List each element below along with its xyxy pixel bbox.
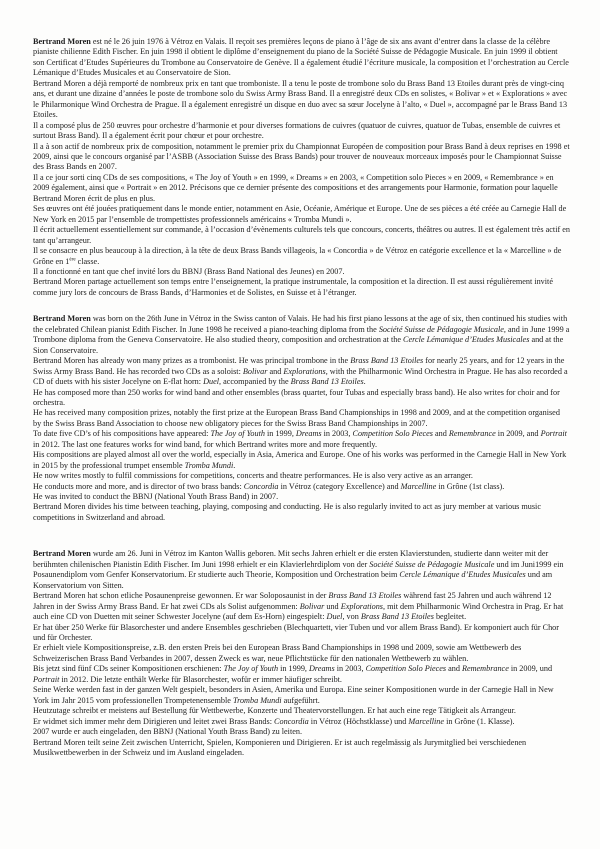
text-run: in 2012. The last one features works for wind band, for which Bertrand writes more and more frequently. [33,439,378,449]
text-run: aufgeführt. [281,695,320,705]
text-run: His compositions are played almost all over the world, especially in Asia, America and Europe. One of his works was performed in the Carnegie Hall in New York in 2015 by the professional trumpet ensemble [33,450,567,470]
paragraph [33,664,570,685]
paragraph [33,356,570,387]
paragraph [33,482,570,492]
text-run: Er erhielt viele Kompositionspreise, z.B. den ersten Preis bei den European Brass Band Championships in 1998 und 2009, sowie am Wettbewerb des Schweizerischen Brass Band Verbandes in 2007, dessen Zweck es war, neue Pflichtstücke für den nationalen Wettbewerb zu wählen. [33,643,522,663]
text-run: . [233,460,236,470]
italic-text-run: Brass Band 13 Etoiles [350,356,424,366]
text-run: To date five CD’s of his compositions have appeared: [33,429,211,439]
text-run: Il a fonctionné en tant que chef invité lors du BBNJ (Brass Band National des Jeunes) en 2007. [33,266,345,276]
paragraph [33,549,570,591]
paragraph [33,502,570,523]
text-run: . [363,377,366,387]
italic-text-run: Explorations [340,601,383,611]
text-run: 2007 wurde er auch eingeladen, den BBNJ (National Youth Brass Band) zu leiten. [33,727,302,737]
text-run: and [446,664,462,674]
biography-section-german [33,549,570,758]
italic-text-run: Brass Band 13 Etoiles [328,591,402,601]
paragraph [33,204,570,225]
paragraph [33,492,570,502]
italic-text-run: Bolivar [299,601,325,611]
text-run: Bertrand Moren partage actuellement son temps entre l’enseignement, la pratique instrumentale, la composition et la direction. Il est aussi régulièrement invité comme jury lors de concours de Brass Bands, d’Harmonies et de Solistes, en Suisse et à l’étranger. [33,277,553,297]
italic-text-run: Remembrance [462,664,509,674]
text-run: He has composed more than 250 works for wind band and other ensembles (brass quartet, four Tubas and especially brass band). He also writes for choir and for orchestra. [33,387,560,407]
bold-text-run: Bertrand Moren [33,314,91,324]
paragraph [33,121,570,142]
text-run: in 2009, und [508,664,553,674]
text-run: begleitet. [433,612,467,622]
italic-text-run: Tromba Mundi [184,460,234,470]
text-run: He was invited to conduct the BBNJ (National Youth Brass Band) in 2007. [33,492,279,502]
paragraph [33,429,570,450]
italic-text-run: Concordia [274,716,309,726]
text-run: und im Juni1999 ein Posaunendiplom vom Genfer Konservatorium. Er studierte auch Theorie, Komposition und Orchestration beim [33,559,564,580]
italic-text-run: Competition Solo Pieces [352,429,433,439]
italic-text-run: Marcelline [408,716,445,726]
text-run: wurde am 26. Juni in Vétroz im Kanton Wallis geboren. Mit sechs Jahren erhielt er die ersten Klavierstunden, studierte dann weiter mit der berühmten chilenischen Pianistin Edith Fischer. Im Juni 1998 erhielt er ein Klavierlehrdiplom von der [33,549,549,569]
text-run: Il écrit actuellement essentiellement sur commande, à l’occasion d’évènements culturels tels que concours, concerts, théâtres ou autres. Il est également très actif en tant qu’arrangeur. [33,225,570,245]
text-run: Bertrand Moren hat schon etliche Posaunenpreise gewonnen. Er war Soloposaunist in der [33,591,329,601]
paragraph [33,267,570,277]
paragraph [33,142,570,173]
text-run: in 1999, [278,664,310,674]
paragraph [33,643,570,664]
text-run: He now writes mostly to fulfil commissions for competitions, concerts and theatre performances. He is also very active as an arranger. [33,471,473,481]
text-run: , and in June 1999 a Trombone diploma from the Geneva Conservatoire. He also studied theory, composition and orchestration at the [33,324,570,345]
paragraph [33,685,570,706]
text-run: und am Konservatorium von Sitten. [33,570,553,590]
italic-text-run: The Joy of Youth [223,664,279,674]
italic-text-run: Société Suisse de Pédagogie Musicale [369,559,495,569]
paragraph [33,717,570,727]
text-run: Seine Werke werden fast in der ganzen Welt gespielt, besonders in Asien, Amerika und Europa. Eine seiner Kompositionen wurde in der Carnegie Hall in New York im Jahr 2015 vom professionellen Trompetenensemble [33,685,554,705]
paragraph [33,706,570,716]
text-run: Il se consacre en plus beaucoup à la direction, à la tête de deux Brass Bands villageois, la « Concordia » de Vétroz en catégorie excellence et la « Marcelline » de Grône en 1 [33,246,562,266]
italic-text-run: Competition Solo Pieces [365,664,447,674]
italic-text-run: Bolivar [242,366,268,376]
italic-text-run: Brass Band 13 Etoiles [290,377,364,387]
text-run: est né le 26 juin 1976 à Vétroz en Valais. Il reçoit ses premières leçons de piano à l’âge de six ans avant d’entrer dans la classe de la célèbre pianiste chilienne Edith Fischer. En juin 1998 il obtient le diplôme d’enseignement du piano de la Société Suisse de Pédagogie Musicale. En juin 1999 il obtient son Certificat d’Etudes Supérieures du Trombone au Conservatoire de Genève. Il a également étudié l’écriture musicale, la composition et l’orchestration au Cercle Lémanique d’Etudes Musicales et au Conservatoire de Sion. [33,37,569,78]
italic-text-run: Tromba Mundi [232,695,282,705]
text-run: Il a ce jour sorti cinq CDs de ses compositions, « The Joy of Youth » en 1999, « Dreams » en 2003, « Competition solo Pieces » en 2009, « Remembrance » en 2009 également, ainsi que « Portrait » en 2012. Précisons que ce dernier présente des compositions et des arrangements pour Harmonie, formation pour laquelle Bertrand Moren écrit de plus en plus. [33,172,558,203]
paragraph [33,79,570,121]
paragraph [33,277,570,298]
biography-section-french [33,37,570,298]
text-run: Bertrand Moren a déjà remporté de nombreux prix en tant que tromboniste. Il a tenu le poste de trombone solo du Brass Band 13 Etoiles durant près de vingt-cinq ans, et durant une dizaine d’années le poste de trombone solo du Swiss Army Brass Band. Il a enregistré deux CDs en solistes, « Bolivar » et « Explorations » avec le Philarmonique Wind Orchestra de Prague. Il a également enregistré un disque en duo avec sa sœur Jocelyne à l’alto, « Duel », accompagné par le Brass Band 13 Etoiles. [33,78,568,120]
text-run: and [267,366,284,376]
text-run: Heutzutage schreibt er meistens auf Bestellung für Wettbewerbe, Konzerte und Theatervorstellungen. Er hat auch eine rege Tätigkeit als Arrangeur. [33,706,516,716]
text-run: , with the Philharmonic Wind Orchestra in Prague. He has also recorded a CD of duets with his sister Jocelyne on E-flat horn: [33,366,568,387]
italic-text-run: Dreams [295,429,322,439]
text-run: was born on the 26th June in Vétroz in the Swiss canton of Valais. He had his first piano lessons at the age of six, then continued his studies with the celebrated Chilean pianist Edith Fischer. In June 1998 he received a piano-teaching diploma from the [33,314,568,334]
italic-text-run: Société Suisse de Pédagogie Musicale [378,324,504,334]
paragraph [33,388,570,409]
document-content [33,37,570,758]
text-run: und [324,601,341,611]
text-run: He conducts more and more, and is director of two brass bands: [33,481,244,491]
text-run: in 2003, [334,664,366,674]
text-run: He has received many composition prizes, notably the first prize at the European Brass Band Championships in 1998 and 2009, and at the competition organised by the Swiss Brass Band Association to choose new obligatory pieces for the Swiss Brass Band Championships in 2007. [33,408,560,428]
text-run: for nearly 25 years, and for 12 years in the Swiss Army Brass Band. He has recorded two CDs as a soloist: [33,356,565,376]
italic-text-run: Cercle Lémanique d’Etudes Musicales [399,570,526,580]
bold-text-run: Bertrand Moren [33,37,91,46]
italic-text-run: Explorations [283,366,326,376]
text-run: Ses œuvres ont été jouées pratiquement dans le monde entier, notamment en Asie, Océanie, Amérique et Europe. Une de ses pièces a été créée au Carnegie Hall de New York en 2015 par l’ensemble de trompettistes professionnels américains « Tromba Mundi ». [33,204,567,224]
text-run: in 2012. Die letzte enthält Werke für Blasorchester, wofür er immer häufiger schreibt. [59,674,342,684]
italic-text-run: Portrait [540,429,567,439]
text-run: in Grône (1st class). [436,481,505,491]
paragraph [33,37,570,79]
paragraph [33,450,570,471]
bold-text-run: Bertrand Moren [33,549,91,559]
italic-text-run: Duel [203,377,220,387]
italic-text-run: Duel [326,612,343,622]
italic-text-run: The Joy of Youth [210,429,265,439]
text-run: classe. [75,256,100,266]
text-run: Il a composé plus de 250 œuvres pour orchestre d’harmonie et pour diverses formations de cuivres (quatuor de cuivres, quatuor de Tubas, ensemble de cuivres et surtout Brass Band). Il a également écrit pour chœur et pour orchestre. [33,120,561,141]
text-run: Bertrand Moren teilt seine Zeit zwischen Unterricht, Spielen, Komponieren und Dirigieren. Er ist auch regelmässig als Jurymitglied bei verschiedenen Musikwettbewerben in der Schweiz und im Ausland eingeladen. [33,737,527,757]
paragraph [33,246,570,267]
text-run: in 2003, [321,429,353,439]
text-run: Bis jetzt sind fünf CDs seiner Kompositionen erschienen: [33,664,224,674]
text-run: in Vétroz (Höchstklasse) und [308,716,409,726]
italic-text-run: Concordia [243,481,279,491]
superscript-text-run: ère [69,255,76,262]
paragraph [33,727,570,737]
paragraph [33,591,570,622]
paragraph [33,173,570,204]
paragraph [33,225,570,246]
text-run: Bertrand Moren divides his time between teaching, playing, composing and conducting. He is also regularly invited to act as jury member at various music competitions in Switzerland and abroad. [33,502,541,522]
italic-text-run: Remembrance [448,429,496,439]
text-run: Er hat über 250 Werke für Blasorchester und andere Ensembles geschrieben (Blechquartett, vier Tuben und vor allem Brass Band). Er komponiert auch für Chor und für Orchester. [33,622,559,643]
text-run: , accompanied by the [219,377,291,387]
text-run: , von [342,612,361,622]
italic-text-run: Cercle Lémanique d’Etudes Musicales [403,335,530,345]
biography-section-english [33,314,570,523]
italic-text-run: Portrait [33,674,60,684]
paragraph [33,623,570,644]
text-run: Bertrand Moren has already won many prizes as a trombonist. He was principal trombone in the [33,356,351,366]
paragraph [33,314,570,356]
text-run: in 1999, [264,429,296,439]
paragraph [33,471,570,481]
text-run: and [432,429,449,439]
text-run: in Vétroz (category Excellence) and [278,481,401,491]
italic-text-run: Marcelline [400,481,437,491]
text-run: and at the Sion Conservatoire. [33,335,564,355]
text-run: Il a à son actif de nombreux prix de composition, notamment le premier prix du Championnat Européen de composition pour Brass Band à deux reprises en 1998 et 2009, ainsi que le concours organisé par l’ASBB (Association Suisse des Brass Bands) pour trouver de nouveaux morceaux imposés pour le Championnat Suisse des Brass Bands en 2007. [33,141,570,172]
paragraph [33,738,570,759]
text-run: , mit dem Philharmonic Wind Orchestra in Prag. Er hat auch eine CD von Duetten mit seiner Schwester Jocelyne (auf dem Es-Horn) eingespielt: [33,601,564,622]
text-run: während fast 25 Jahren und auch während 12 Jahren in der Swiss Army Brass Band. Er hat zwei CDs als Solist aufgenommen: [33,591,552,611]
text-run: in Grône (1. Klasse). [444,716,515,726]
paragraph [33,408,570,429]
text-run: in 2009, and [495,429,541,439]
italic-text-run: Dreams [309,664,335,674]
text-run: Er widmet sich immer mehr dem Dirigieren und leitet zwei Brass Bands: [33,716,275,726]
italic-text-run: Brass Band 13 Etoiles [360,612,434,622]
